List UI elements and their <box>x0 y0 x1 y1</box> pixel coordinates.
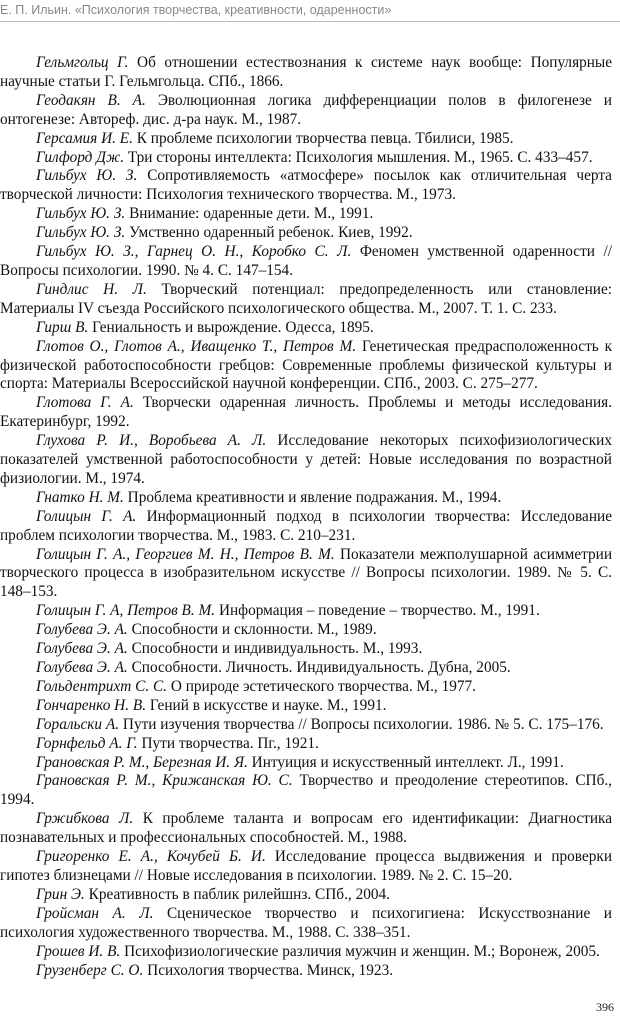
reference-entry <box>0 508 612 546</box>
reference-author: Голубева Э. А. <box>36 640 128 658</box>
reference-author: Глотов О., Глотов А., Иващенко Т., Петров М. <box>36 337 357 355</box>
reference-entry <box>0 697 612 716</box>
reference-author: Гройсман А. Л. <box>36 904 154 922</box>
reference-text: Исследование некоторых психофизиологических показателей умственной работоспособности у детей: Новые исследования по возрастной физиологии. М., 1974. <box>0 432 612 487</box>
reference-author: Григоренко Е. А., Кочубей Б. И. <box>36 848 266 866</box>
reference-author: Грановская Р. М., Березная И. Я. <box>36 753 248 771</box>
reference-author: Геодакян В. А. <box>36 91 146 109</box>
reference-text: Умственно одаренный ребенок. Киев, 1992. <box>129 224 413 242</box>
reference-text: Способности и индивидуальность. М., 1993. <box>131 640 423 658</box>
reference-author: Голицын Г. А, Петров В. М. <box>36 602 216 620</box>
reference-entry <box>0 678 612 697</box>
reference-author: Гильбух Ю. З. <box>36 224 126 242</box>
reference-entry <box>0 943 612 962</box>
reference-entry <box>0 130 612 149</box>
reference-text: Творческий потенциал: предопределенность или становление: Материалы IV съезда Российского психологического общества. М., 2007. Т. 1. С. 233. <box>0 280 613 317</box>
reference-author: Гильбух Ю. З. <box>36 167 138 185</box>
reference-author: Герсамия И. Е. <box>36 129 133 147</box>
reference-author: Голубева Э. А. <box>36 621 128 639</box>
reference-author: Гирш В. <box>36 318 89 336</box>
reference-text: Творчество и преодоление стереотипов. СПб., 1994. <box>0 772 613 809</box>
reference-author: Глухова Р. И., Воробьева А. Л. <box>36 432 267 450</box>
reference-author: Гельмгольц Г. <box>36 54 129 71</box>
reference-text: Способности. Личность. Индивидуальность. Дубна, 2005. <box>131 659 511 676</box>
reference-author: Гржибкова Л. <box>36 810 134 828</box>
reference-entry <box>0 962 612 981</box>
reference-entry <box>0 281 612 319</box>
reference-entry <box>0 243 612 281</box>
reference-entry <box>0 754 612 773</box>
reference-text: Информация – поведение – творчество. М., 1991. <box>218 602 540 620</box>
reference-text: Творчески одаренная личность. Проблемы и методы исследования. Екатеринбург, 1992. <box>0 394 613 431</box>
reference-author: Голицын Г. А. <box>36 507 137 525</box>
reference-author: Грошев И. В. <box>36 942 121 960</box>
reference-author: Грузенберг С. О. <box>36 961 144 979</box>
reference-author: Гольдентрихт С. С. <box>36 677 167 695</box>
reference-text: Генетическая предрасположенность к физической работоспособности гребцов: Современные проблемы физической культуры и спорта: Материалы Всероссийской научной конференции. СПб., 2003. С. 275–277. <box>0 337 612 393</box>
reference-author: Гилфорд Дж. <box>36 148 125 166</box>
reference-text: О природе эстетического творчества. М., 1977. <box>170 677 477 695</box>
reference-entry <box>0 489 612 508</box>
reference-text: Проблема креативности и явление подражания. М., 1994. <box>127 488 502 506</box>
reference-entry <box>0 149 612 168</box>
reference-author: Гончаренко Н. В. <box>36 696 147 714</box>
reference-author: Голубева Э. А. <box>36 659 128 676</box>
reference-text: Пути изучения творчества // Вопросы психологии. 1986. № 5. С. 175–176. <box>122 715 604 733</box>
reference-entry <box>0 659 612 678</box>
reference-text: Пути творчества. Пг., 1921. <box>141 734 319 752</box>
reference-entry <box>0 92 612 130</box>
header-rule <box>0 21 620 22</box>
reference-list <box>0 54 612 980</box>
reference-entry <box>0 640 612 659</box>
reference-entry <box>0 810 612 848</box>
reference-text: Сценическое творчество и психогигиена: Искусствознание и психология художественного творчества. М., 1988. С. 338–351. <box>0 904 612 941</box>
reference-entry <box>0 735 612 754</box>
reference-text: Психофизиологические различия мужчин и женщин. М.; Воронеж, 2005. <box>124 942 600 960</box>
reference-text: Сопротивляемость «атмосфере» посылок как отличительная черта творческой личности: Психология технического творчества. М., 1973. <box>0 167 612 204</box>
reference-entry <box>0 772 612 810</box>
reference-entry <box>0 205 612 224</box>
reference-author: Глотова Г. А. <box>36 394 134 412</box>
reference-entry <box>0 716 612 735</box>
reference-entry <box>0 602 612 621</box>
reference-entry <box>0 546 612 603</box>
reference-text: Психология творчества. Минск, 1923. <box>147 961 394 979</box>
reference-text: Интуиция и искусственный интеллект. Л., 1991. <box>251 753 564 771</box>
reference-text: Способности и склонности. М., 1989. <box>131 621 377 639</box>
reference-text: Эволюционная логика дифференциации полов в филогенезе и онтогенезе: Автореф. дис. д-ра наук. М., 1987. <box>0 91 612 128</box>
reference-author: Гнатко Н. М. <box>36 488 124 506</box>
reference-entry <box>0 167 612 205</box>
reference-author: Гиндлис Н. Л. <box>36 280 147 298</box>
reference-author: Голицын Г. А., Георгиев М. Н., Петров В. М. <box>36 545 335 563</box>
reference-entry <box>0 886 612 905</box>
reference-text: Внимание: одаренные дети. М., 1991. <box>129 205 374 223</box>
reference-text: К проблеме психологии творчества певца. Тбилиси, 1985. <box>136 129 514 147</box>
reference-text: Показатели межполушарной асимметрии творческого процесса в изобразительном искусстве // Вопросы психологии. 1989. № 5. С. 148–153. <box>0 545 613 601</box>
reference-text: Гениальность и вырождение. Одесса, 1895. <box>92 318 374 336</box>
reference-author: Грин Э. <box>36 885 85 903</box>
reference-entry <box>0 905 612 943</box>
reference-entry <box>0 848 612 886</box>
running-head: Е. П. Ильин. «Психология творчества, креативности, одаренности» <box>0 3 392 17</box>
reference-entry <box>0 319 612 338</box>
reference-text: К проблеме таланта и вопросам его идентификации: Диагностика познавательных и профессиональных способностей. М., 1988. <box>0 810 613 847</box>
reference-author: Гильбух Ю. З., Гарнец О. Н., Коробко С. Л. <box>36 243 352 261</box>
reference-entry <box>0 54 612 92</box>
reference-text: Исследование процесса выдвижения и проверки гипотез близнецами // Новые исследования в психологии. 1989. № 2. С. 15–20. <box>0 848 612 884</box>
reference-text: Феномен умственной одаренности // Вопросы психологии. 1990. № 4. С. 147–154. <box>0 243 612 279</box>
reference-entry <box>0 224 612 243</box>
reference-text: Информационный подход в психологии творчества: Исследование проблем психологии творчества. М., 1983. С. 210–231. <box>0 507 612 544</box>
reference-author: Гильбух Ю. З. <box>36 205 126 223</box>
reference-text: Креативность в паблик рилейшнз. СПб., 2004. <box>88 885 390 903</box>
reference-text: Три стороны интеллекта: Психология мышления. М., 1965. С. 433–457. <box>127 148 593 166</box>
reference-entry <box>0 338 612 395</box>
reference-entry <box>0 432 612 489</box>
reference-text: Об отношении естествознания к системе наук вообще: Популярные научные статьи Г. Гельмгольца. СПб., 1866. <box>0 54 613 90</box>
reference-entry <box>0 394 612 432</box>
reference-text: Гений в искусстве и науке. М., 1991. <box>149 696 387 714</box>
reference-author: Грановская Р. М., Крижанская Ю. С. <box>36 772 293 790</box>
reference-author: Горальски А. <box>36 715 120 733</box>
reference-entry <box>0 621 612 640</box>
page-number: 396 <box>596 1000 614 1014</box>
reference-author: Горнфельд А. Г. <box>36 734 138 752</box>
